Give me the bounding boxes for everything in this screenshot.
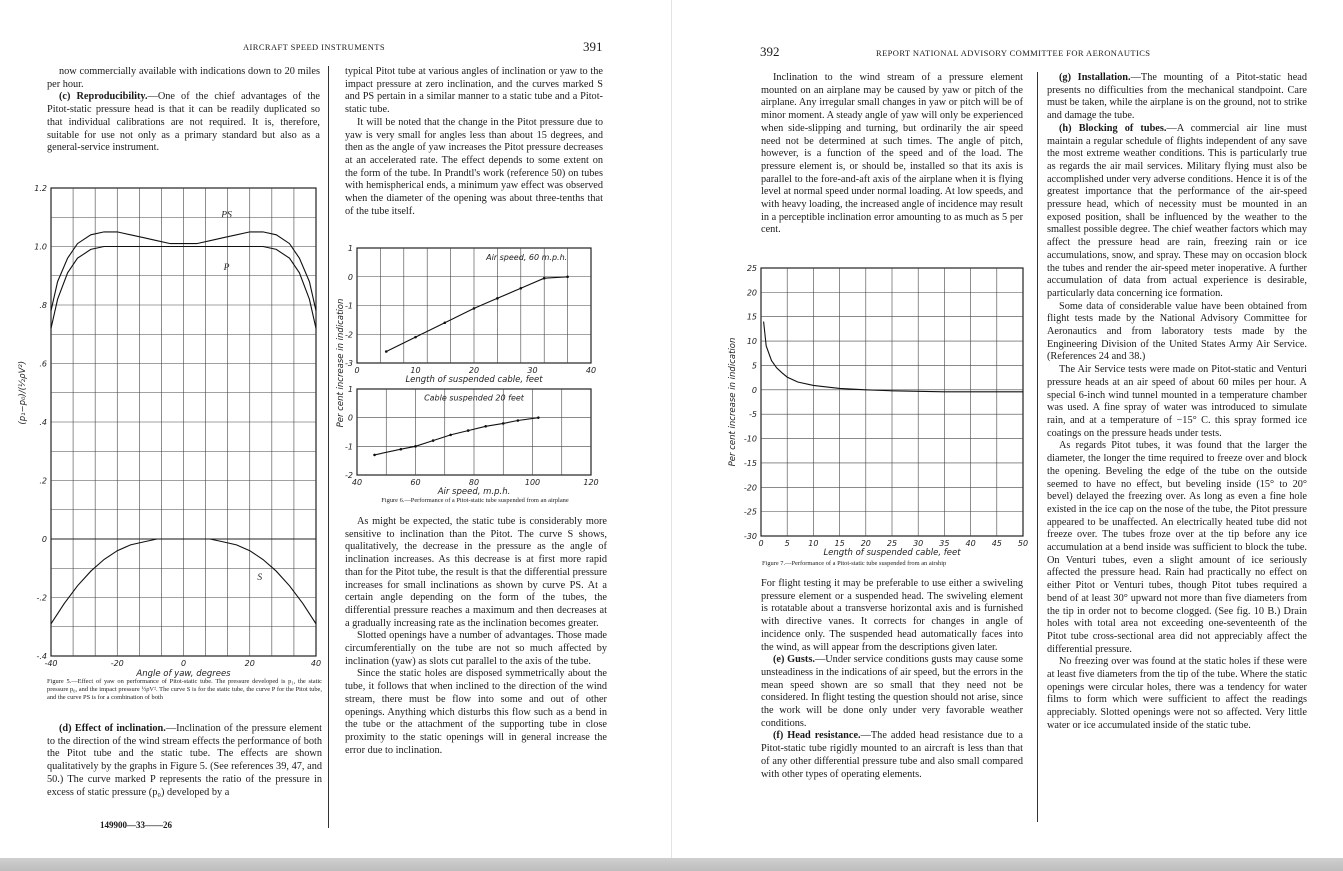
data-point: [566, 275, 569, 278]
x-tick-label: 40: [310, 659, 322, 668]
x-tick-label: 10: [410, 366, 421, 375]
paragraph: [345, 516, 607, 630]
paragraph-text: As might be expected, the static tube is considerably more sensitive to inclination than the Pitot. The curve S shows, qualitatively, the decrease in the pressure as the angle of inclination increases. As this decrease is at first more rapid than for the Pitot tube, the result is that the differential pressure increases for small inclinations as shown by curve PS. At a certain angle depending on the form of the tubes, the differential pressure reaches a maximum and then decreases at a gradually increasing rate as the inclination becomes greater.: [345, 516, 607, 629]
data-point: [502, 422, 505, 425]
y-tick-label: -1: [345, 301, 353, 311]
page-footer: 149900—33——26: [100, 820, 172, 830]
y-tick-label: -20: [743, 483, 757, 493]
data-point: [443, 321, 446, 324]
x-tick-label: 45: [991, 539, 1002, 548]
data-point: [484, 425, 487, 428]
x-tick-label: 0: [180, 659, 187, 668]
x-tick-label: 50: [1017, 539, 1029, 548]
section-heading: (g) Installation.: [1059, 72, 1131, 83]
y-tick-label: .2: [39, 476, 47, 486]
paragraph: [47, 91, 320, 155]
paragraph: [1047, 301, 1307, 365]
paragraph: [1047, 364, 1307, 440]
left-page: [0, 0, 664, 858]
y-tick-label: 0: [347, 413, 353, 423]
y-tick-label: .6: [39, 359, 47, 369]
section-heading: (f) Head resistance.: [773, 730, 861, 742]
paragraph-text: Some data of considerable value have been obtained from flight tests made by the National Advisory Committee for Aeronautics and from laboratory tests made by the Engineering Division of the United States Army Air Service. (References 24 and 38.): [1047, 300, 1307, 363]
data-point: [414, 336, 417, 339]
paragraph-text: No freezing over was found at the static holes if these were at least five diameters from the tip of the tube. Where the static openings were circular holes, there was a tendency for water films to form which were sufficient to affect the readings appreciably. Slotted openings were not so affected. Very little water or ice accumulated inside of the static tube.: [1047, 656, 1307, 731]
y-tick-label: .8: [39, 301, 47, 310]
y-tick-label: 5: [751, 361, 757, 371]
paragraph-text: Slotted openings have a number of advantages. Those made circumferentially on the tube are not so much affected by inclination (yaw) as slots cut parallel to the axis of the tube.: [345, 630, 607, 667]
x-tick-label: 80: [468, 478, 480, 487]
column-text: [47, 723, 322, 799]
annotation-label: Cable suspended 20 feet: [424, 393, 524, 403]
x-tick-label: 120: [583, 478, 599, 487]
y-tick-label: 0: [751, 385, 757, 395]
y-tick-label: -10: [743, 434, 757, 444]
x-tick-label: 30: [527, 366, 538, 375]
column-text: [47, 66, 320, 155]
data-point: [400, 448, 403, 451]
page-number: 391: [583, 39, 603, 54]
x-tick-label: 20: [468, 366, 480, 375]
data-point: [414, 445, 417, 448]
x-axis-label: Air speed, m.p.h.: [437, 487, 511, 497]
paragraph-text: —The added head resistance due to a Pitot-static tube rigidly mounted to an aircraft is less than that of any other differential pressure tube and also small compared with other types of operating elements.: [761, 730, 1023, 780]
data-point: [496, 297, 499, 300]
running-header: AIRCRAFT SPEED INSTRUMENTS: [243, 42, 386, 52]
column-rule: [1037, 72, 1038, 822]
section-heading: (e) Gusts.: [773, 654, 815, 666]
x-tick-label: 20: [244, 659, 255, 668]
paragraph-text: Since the static holes are disposed symmetrically about the tube, it follows that when inclined to the direction of the wind stream, there must be flow into some and out of other openings. Anything which disturbs this flow such as a bend in the tube or the attachment of the supporting tube in close proximity to the static openings will in general increase the error due to inclination.: [345, 668, 607, 756]
x-tick-label: 20: [860, 539, 871, 548]
y-tick-label: -1: [345, 442, 353, 452]
data-point: [449, 434, 452, 437]
paragraph: [345, 630, 607, 668]
x-tick-label: 25: [886, 539, 898, 548]
x-tick-label: 40: [965, 539, 976, 548]
annotation-label: Air speed, 60 m.p.h.: [486, 253, 568, 263]
paragraph-text: —One of the chief advantages of the Pitot-static pressure head is that it can be readily duplicated so that individual calibrations are not required. It is, therefore, suitable for use not only as a primary standard but also as a general-service instrument.: [47, 91, 320, 154]
x-tick-label: 30: [913, 539, 924, 548]
x-axis-label: Length of suspended cable, feet: [405, 375, 543, 385]
x-tick-label: 0: [354, 366, 360, 375]
paragraph: [345, 117, 603, 219]
figure-5-chart: [18, 180, 328, 679]
paragraph-text: —The mounting of a Pitot-static head presents no difficulties from the mechanical standpoint. Care must be taken, while the airplane is on the ground, not to strike and damage the tube.: [1047, 72, 1307, 122]
y-axis-label: Per cent increase in indication: [336, 298, 346, 428]
data-point: [543, 277, 546, 280]
y-tick-label: -.2: [36, 593, 47, 603]
y-tick-label: 15: [746, 312, 757, 322]
x-tick-label: 60: [410, 478, 421, 487]
paragraph-text: The Air Service tests were made on Pitot-static and Venturi pressure heads at an air speed of about 60 miles per hour. A special 6-inch wind tunnel mounted in a temperature chamber was used. A fine spray of water was introduced to simulate rain, and at a temperature of −15° C. this spray formed ice coatings on the pressure heads under tests.: [1047, 364, 1307, 439]
y-tick-label: 1: [347, 385, 353, 394]
running-header: REPORT NATIONAL ADVISORY COMMITTEE FOR AERONAUTICS: [876, 48, 1151, 58]
y-axis-label: (p₁−p₀)/(½ρV²): [18, 360, 28, 425]
paragraph: [1047, 72, 1307, 123]
paragraph: [1047, 440, 1307, 656]
figure-6-caption: Figure 6.—Performance of a Pitot-static tube suspended from an airplane: [381, 497, 569, 504]
data-point: [520, 287, 523, 290]
paragraph-text: For flight testing it may be preferable to use either a swiveling pressure element or a suspended head. The swiveling element is rotatable about a transverse horizontal axis and is furnished with directive vanes. It corrects for changes in angle of incidence only. The suspended head automatically faces into the wind, as will appear from the descriptions given later.: [761, 578, 1023, 653]
paragraph: [1047, 656, 1307, 732]
section-heading: (d) Effect of inclination.: [59, 723, 166, 734]
series-label-s: S: [257, 572, 263, 583]
y-tick-label: 10: [746, 337, 757, 347]
series-line: [375, 418, 539, 455]
section-heading: (h) Blocking of tubes.: [1059, 122, 1167, 134]
x-tick-label: -20: [110, 659, 124, 668]
paragraph: [761, 72, 1023, 237]
column-rule: [328, 66, 329, 828]
paragraph-text: Inclination to the wind stream of a pressure element mounted on an airplane may be caused by yaw or pitch of the airplane. Any irregular small changes in yaw or pitch will be of minor moment. A steady angle of yaw will only be experienced when side-slipping and turning, but ordinarily the air speed need not be determined at such times. The angle of pitch, however, is a function of the speed and of the load. The pressure element is, or should be, installed so that its axis is parallel to the fore-and-aft axis of the airplane when it is flying level at normal speed under normal loading. At low speeds, and with heavy loading, the increased angle of incidence may result in a perceptible inclination error amounting to as much as 5 per cent.: [761, 72, 1023, 236]
paragraph-text: —Under service conditions gusts may cause some unsteadiness in the indications of air speed, but the errors in the mean speed shown are so small that they need not be considered. In flight testing the question should not arise, since the work will be done only under very favorable weather conditions.: [761, 654, 1023, 729]
x-axis-label: Length of suspended cable, feet: [823, 548, 961, 558]
figure-5-caption: Figure 5.—Effect of yaw on performance of Pitot-static tube. The pressure developed is p₁, the static pressure p₀, and the impact pressure ½ρV². The curve S is for the static tube, the curve P for the Pitot tube, and the curve PS is for a combination of both: [47, 678, 322, 701]
column-text: [761, 72, 1023, 237]
x-tick-label: 35: [939, 539, 950, 548]
x-tick-label: 100: [524, 478, 541, 487]
x-tick-label: 5: [784, 539, 790, 548]
y-tick-label: -15: [743, 458, 757, 468]
y-tick-label: -3: [345, 359, 353, 368]
series-label-ps: PS: [221, 210, 232, 221]
y-tick-label: 0: [41, 535, 47, 544]
paragraph-text: now commercially available with indications down to 20 miles per hour.: [47, 66, 320, 90]
page-gutter: [664, 0, 679, 858]
paragraph-text: It will be noted that the change in the Pitot pressure due to yaw is very small for angles less than about 15 degrees, and then as the angle of yaw increases the Pitot pressure decreases at an accelerated rate. The effect depends to some extent on the form of the tube. In Prandtl's work (reference 50) on tubes with hemispherical ends, a minimum yaw effect was observed when the diameter of the opening was about three-tenths that of the tube itself.: [345, 116, 603, 217]
y-tick-label: -.4: [36, 652, 47, 661]
series-label-p: P: [223, 262, 230, 273]
series-line: [764, 322, 1023, 392]
y-tick-label: -5: [749, 410, 757, 420]
figure-6-chart: [335, 240, 625, 495]
y-tick-label: -25: [743, 507, 757, 517]
section-heading: (c) Reproducibility.: [59, 91, 148, 103]
paragraph: [761, 654, 1023, 730]
data-point: [385, 350, 388, 353]
column-text: [345, 66, 603, 218]
y-tick-label: 25: [746, 264, 757, 273]
figure-7-chart: [728, 256, 1031, 558]
figure-5-svg: [18, 180, 328, 679]
paragraph: [1047, 123, 1307, 301]
y-axis-label: Per cent increase in indication: [728, 337, 738, 467]
data-point: [517, 419, 520, 422]
x-tick-label: 15: [834, 539, 845, 548]
figure-6-svg: [335, 240, 625, 495]
figure-7-svg: [728, 256, 1031, 558]
paragraph: [345, 66, 603, 117]
y-tick-label: 1.2: [34, 184, 47, 193]
viewer-bottom-bar: [0, 858, 1343, 871]
paragraph-text: As regards Pitot tubes, it was found that the larger the diameter, the longer the time required to freeze over and block the opening. Beveling the edge of the tube on the outside seemed to have no effect, but beveling inside (15° to 20° bevel) delayed the freezing over. As long as even a fine hole existed in the ice cap on the nose of the tube, the Pitot pressure appeared to be unaffected. An electrically heated tube did not freeze over. The tubes froze over at the tip before any ice accumulation at a bend inside was sufficient to block the tube. On Venturi tubes, even a slight amount of ice seriously affected the pressure head. Rain had practically no effect on either Pitot or Venturi tubes, though Pitot tubes required a bend of at least 30° upward not more than five diameters from the tip in order not to become clogged. (See fig. 10 B.) Drain holes with total area not exceeding one-seventeenth of the Pitot tube cross-sectional area did not appreciably affect the differential pressure.: [1047, 440, 1307, 655]
figure-7-caption: Figure 7.—Performance of a Pitot-static tube suspended from an airship: [762, 560, 947, 567]
series-line: [386, 277, 567, 352]
paragraph: [761, 730, 1023, 781]
x-tick-label: 10: [808, 539, 819, 548]
right-page: [679, 0, 1343, 858]
data-point: [473, 307, 476, 310]
paragraph: [345, 668, 607, 757]
y-tick-label: -2: [345, 471, 353, 480]
x-tick-label: 40: [585, 366, 597, 375]
data-point: [537, 416, 540, 419]
y-tick-label: 1: [347, 244, 353, 253]
paragraph-text: —Inclination of the pressure element to the direction of the wind stream effects the performance of both the Pitot tube and the static tube. The effects are shown qualitatively by the graphs in Figure 5. (See references 39, 47, and 50.) The curve marked P represents the ratio of the pressure in excess of static pressure (p₀) developed by a: [47, 723, 322, 798]
y-tick-label: -30: [743, 532, 757, 541]
column-text: [761, 578, 1023, 781]
x-tick-label: 0: [758, 539, 764, 548]
y-tick-label: 1.0: [34, 242, 47, 252]
x-axis-label: Angle of yaw, degrees: [136, 669, 231, 679]
y-tick-label: 0: [347, 272, 353, 282]
x-tick-label: 40: [351, 478, 363, 487]
y-tick-label: 20: [746, 288, 757, 298]
column-text: [345, 516, 607, 757]
y-tick-label: .4: [39, 418, 47, 427]
paragraph: [47, 66, 320, 91]
column-text: [1047, 72, 1307, 733]
data-point: [467, 429, 470, 432]
data-point: [373, 454, 376, 457]
paragraph: [47, 723, 322, 799]
paragraph-text: —A commercial air line must maintain a regular schedule of flights independent of any save the most extreme weather conditions. This is particularly true as regards the air mail services. Military flying must also be accomplished under very adverse conditions. Hence it is of the greatest importance that the performance of the air-speed pressure head, which of necessity must be mounted in an exposed position, shall be influenced by the weather to the smallest possible degree. The chief weather factors which may affect the pressure head are rain, freezing rain or ice accumulations, snow, and spray. These may on occasion block the tubes and render the air-speed meter inoperative. A further accumulation of data from actual experience is desirable, particularly data concerning ice formation.: [1047, 122, 1307, 299]
paragraph: [761, 578, 1023, 654]
paragraph-text: typical Pitot tube at various angles of inclination or yaw to the impact pressure at zero inclination, and the curves marked S and PS pertain in a similar manner to a static tube and a Pitot-static tube.: [345, 66, 603, 116]
y-tick-label: -2: [345, 330, 353, 340]
page-number: 392: [760, 44, 780, 59]
data-point: [432, 439, 435, 442]
x-tick-label: -40: [44, 659, 58, 668]
